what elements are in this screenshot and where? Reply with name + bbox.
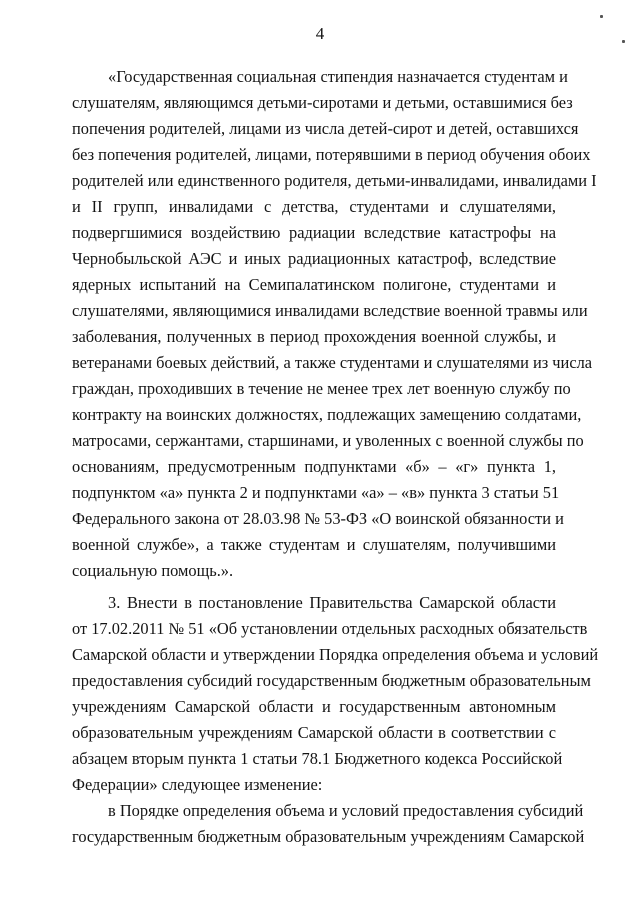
text-line: социальную помощь.». [72,561,234,580]
text-line: от 17.02.2011 № 51 «Об установлении отдельных расходных обязательств [72,619,588,638]
text-line: Чернобыльской АЭС и иных радиационных катастроф, вследствие [72,249,556,268]
text-line: ядерных испытаний на Семипалатинском полигоне, студентами и [72,275,556,294]
text-line: попечения родителей, лицами из числа детей-сирот и детей, оставшихся [72,119,579,138]
text-line: государственным бюджетным образовательным учреждениям Самарской [72,827,585,846]
text-line: без попечения родителей, лицами, потерявшими в период обучения обоих [72,145,591,164]
text-line: 3. Внести в постановление Правительства Самарской области [108,593,556,612]
text-line: и II групп, инвалидами с детства, студентами и слушателями, [72,197,556,216]
text-line: родителей или единственного родителя, детьми-инвалидами, инвалидами I [72,171,597,190]
page-number: 4 [315,24,325,43]
text-line: предоставления субсидий государственным бюджетным образовательным [72,671,591,690]
text-line: граждан, проходивших в течение не менее трех лет военную службу по [72,379,571,398]
text-line: в Порядке определения объема и условий предоставления субсидий [108,801,584,820]
text-line: контракту на воинских должностях, подлежащих замещению солдатами, [72,405,582,424]
text-line: Федерации» следующее изменение: [72,775,323,794]
text-line: слушателями, являющимися инвалидами вследствие военной травмы или [72,301,588,320]
text-line: «Государственная социальная стипендия назначается студентам и [108,67,568,86]
text-line: основаниям, предусмотренным подпунктами «б» – «г» пункта 1, [72,457,556,476]
text-line: подвергшимися воздействию радиации вследствие катастрофы на [72,223,556,242]
text-line: подпунктом «а» пункта 2 и подпунктами «а» – «в» пункта 3 статьи 51 [72,483,560,502]
text-line: слушателям, являющимся детьми-сиротами и детьми, оставшимися без [72,93,573,112]
text-line: Федерального закона от 28.03.98 № 53-ФЗ «О воинской обязанности и [72,509,564,528]
text-line: военной службе», а также студентам и слушателям, получившими [72,535,556,554]
text-line: заболевания, полученных в период прохождения военной службы, и [72,327,556,346]
text-line: ветеранами боевых действий, а также студентами и слушателями из числа [72,353,593,372]
text-line: учреждениям Самарской области и государственным автономным [72,697,556,716]
scan-speck [600,15,603,18]
text-line: Самарской области и утверждении Порядка определения объема и условий [72,645,599,664]
text-line: образовательным учреждениям Самарской области в соответствии с [72,723,556,742]
text-line: абзацем вторым пункта 1 статьи 78.1 Бюджетного кодекса Российской [72,749,563,768]
text-line: матросами, сержантами, старшинами, и уволенных с военной службы по [72,431,584,450]
